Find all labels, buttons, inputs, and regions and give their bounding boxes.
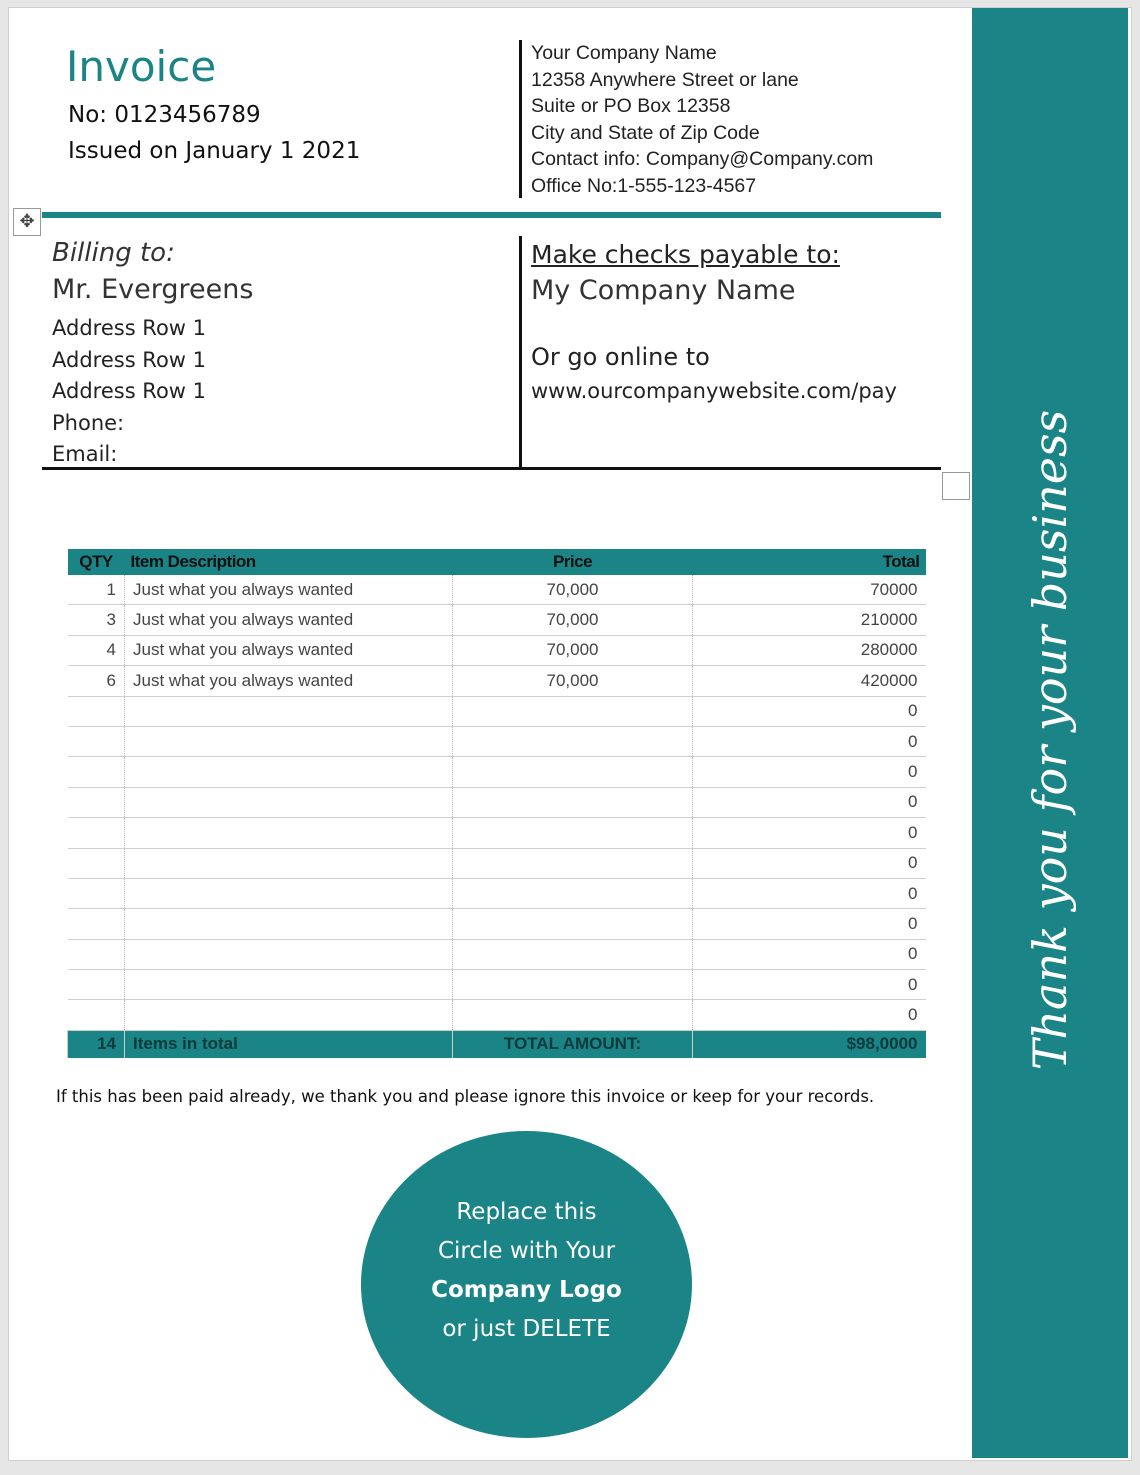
row-qty[interactable]	[68, 909, 125, 939]
header-description: Item Description	[125, 549, 453, 575]
payment-note: If this has been paid already, we thank you and please ignore this invoice or keep for your records.	[56, 1087, 875, 1106]
billing-address-line: Address Row 1	[52, 347, 207, 372]
row-description[interactable]	[125, 726, 453, 756]
row-description[interactable]	[125, 878, 453, 908]
row-qty[interactable]	[68, 939, 125, 969]
header-total: Total	[693, 549, 926, 575]
row-qty[interactable]	[68, 970, 125, 1000]
table-row	[68, 696, 926, 726]
row-qty[interactable]: 1	[68, 575, 125, 605]
table-row	[68, 757, 926, 787]
row-qty[interactable]	[68, 787, 125, 817]
row-qty[interactable]	[68, 818, 125, 848]
row-price[interactable]	[453, 1000, 693, 1030]
row-qty[interactable]	[68, 878, 125, 908]
row-qty[interactable]	[68, 1000, 125, 1030]
row-price[interactable]: 70,000	[453, 666, 693, 696]
row-description[interactable]	[125, 939, 453, 969]
row-total[interactable]: 0	[693, 1000, 926, 1030]
total-amount-label: TOTAL AMOUNT:	[453, 1030, 693, 1058]
row-total[interactable]: 0	[693, 878, 926, 908]
company-street: 12358 Anywhere Street or lane	[531, 68, 799, 91]
company-info	[531, 40, 873, 199]
table-row	[68, 818, 926, 848]
table-row	[68, 726, 926, 756]
row-description[interactable]: Just what you always wanted	[125, 666, 453, 696]
company-city: City and State of Zip Code	[531, 121, 760, 144]
row-total[interactable]: 70000	[693, 575, 926, 605]
online-label: Or go online to	[531, 343, 710, 371]
row-qty[interactable]: 4	[68, 635, 125, 665]
row-total[interactable]: 0	[693, 787, 926, 817]
header-price: Price	[453, 549, 693, 575]
billing-phone: Phone:	[52, 410, 125, 435]
table-row	[68, 970, 926, 1000]
company-phone: Office No:1-555-123-4567	[531, 174, 757, 197]
billing-divider	[519, 236, 522, 468]
row-qty[interactable]	[68, 696, 125, 726]
logo-text-line: Replace this	[456, 1199, 597, 1225]
billing-email: Email:	[52, 442, 118, 466]
payable-label: Make checks payable to:	[531, 240, 840, 269]
billing-label: Billing to:	[52, 238, 175, 268]
row-qty[interactable]	[68, 848, 125, 878]
table-row	[68, 1000, 926, 1030]
row-price[interactable]: 70,000	[453, 635, 693, 665]
invoice-title: Invoice	[66, 42, 217, 91]
table-row	[68, 575, 926, 605]
row-description[interactable]	[125, 909, 453, 939]
table-footer-row	[68, 1030, 926, 1058]
table-row	[68, 939, 926, 969]
table-row	[68, 635, 926, 665]
row-price[interactable]: 70,000	[453, 575, 693, 605]
row-price[interactable]	[453, 970, 693, 1000]
table-row	[68, 909, 926, 939]
row-qty[interactable]	[68, 726, 125, 756]
row-total[interactable]: 420000	[693, 666, 926, 696]
billing-address-line: Address Row 1	[52, 379, 207, 403]
row-total[interactable]: 0	[693, 726, 926, 756]
row-qty[interactable]: 3	[68, 605, 125, 635]
table-row	[68, 848, 926, 878]
logo-placeholder-circle[interactable]	[361, 1131, 692, 1438]
billing-name: Mr. Evergreens	[52, 274, 254, 305]
payable-name: My Company Name	[531, 275, 796, 306]
row-price[interactable]	[453, 878, 693, 908]
table-row	[68, 878, 926, 908]
table-row	[68, 787, 926, 817]
row-total[interactable]: 210000	[693, 605, 926, 635]
row-description[interactable]	[125, 696, 453, 726]
section-divider	[42, 467, 941, 470]
row-price[interactable]	[453, 696, 693, 726]
row-total[interactable]: 0	[693, 757, 926, 787]
table-move-handle-icon[interactable]: ✥	[13, 208, 41, 236]
billing-address	[52, 313, 206, 471]
total-items-label: Items in total	[125, 1030, 453, 1058]
header-qty: QTY	[68, 549, 125, 575]
company-name: Your Company Name	[531, 42, 717, 64]
row-description[interactable]: Just what you always wanted	[125, 605, 453, 635]
table-resize-handle[interactable]	[942, 472, 970, 500]
row-description[interactable]	[125, 818, 453, 848]
invoice-issued-date: Issued on January 1 2021	[68, 138, 361, 164]
table-header-row	[68, 549, 926, 575]
company-suite: Suite or PO Box 12358	[531, 95, 731, 117]
row-total[interactable]: 0	[693, 939, 926, 969]
row-total[interactable]: 280000	[693, 635, 926, 665]
total-amount-value: $98,0000	[693, 1030, 926, 1058]
row-description[interactable]	[125, 787, 453, 817]
row-description[interactable]	[125, 757, 453, 787]
table-row	[68, 666, 926, 696]
row-price[interactable]	[453, 787, 693, 817]
logo-placeholder-text	[361, 1193, 692, 1349]
items-table	[67, 549, 926, 1058]
row-description[interactable]	[125, 970, 453, 1000]
header-divider	[519, 40, 522, 198]
row-total[interactable]: 0	[693, 970, 926, 1000]
invoice-number: No: 0123456789	[68, 102, 261, 128]
row-total[interactable]: 0	[693, 818, 926, 848]
row-qty[interactable]	[68, 757, 125, 787]
total-qty: 14	[68, 1030, 125, 1058]
row-total[interactable]: 0	[693, 696, 926, 726]
row-price[interactable]	[453, 939, 693, 969]
row-qty[interactable]: 6	[68, 666, 125, 696]
row-price[interactable]	[453, 818, 693, 848]
row-total[interactable]: 0	[693, 848, 926, 878]
row-price[interactable]	[453, 909, 693, 939]
logo-text-line: or just DELETE	[442, 1316, 611, 1342]
row-price[interactable]	[453, 848, 693, 878]
row-description[interactable]	[125, 848, 453, 878]
row-price[interactable]	[453, 757, 693, 787]
thank-you-text: Thank you for your business	[1023, 409, 1077, 1071]
company-contact: Contact info: Company@Company.com	[531, 148, 874, 170]
row-description[interactable]	[125, 1000, 453, 1030]
row-description[interactable]: Just what you always wanted	[125, 635, 453, 665]
row-price[interactable]	[453, 726, 693, 756]
row-price[interactable]: 70,000	[453, 605, 693, 635]
billing-address-line: Address Row 1	[52, 316, 207, 340]
accent-divider	[42, 212, 941, 218]
logo-text-line: Circle with Your	[437, 1238, 616, 1264]
row-description[interactable]: Just what you always wanted	[125, 575, 453, 605]
row-total[interactable]: 0	[693, 909, 926, 939]
logo-text-line: Company Logo	[431, 1277, 622, 1303]
table-row	[68, 605, 926, 635]
payment-url: www.ourcompanywebsite.com/pay	[531, 379, 897, 403]
